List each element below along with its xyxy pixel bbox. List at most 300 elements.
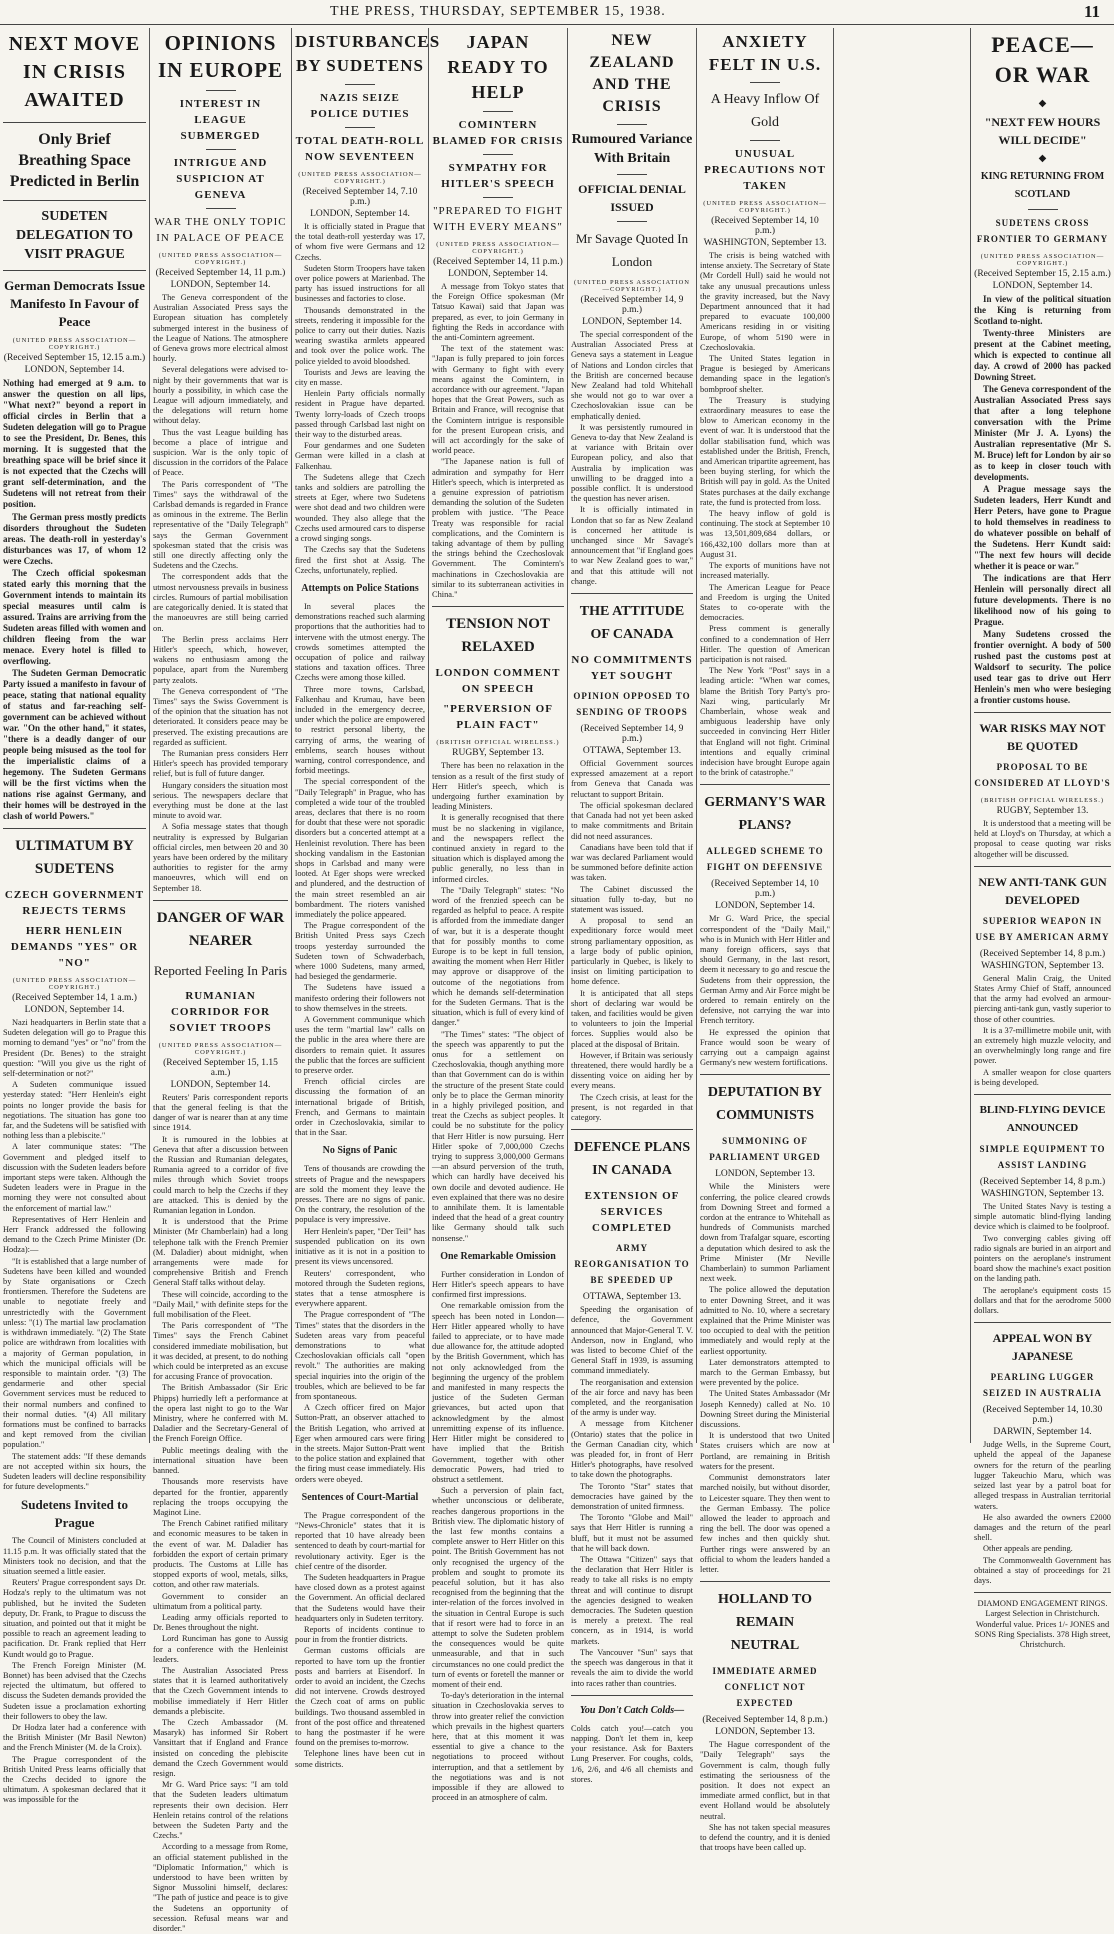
subheadline: SUMMONING OF PARLIAMENT URGED — [709, 1136, 821, 1163]
paragraph: The Sudeten headquarters in Prague have closed down as a protest against the Government. An official declared that the Sudetens would have their headquarters only in Sudeten territory. — [295, 1572, 425, 1623]
lead-paragraph: Nothing had emerged at 9 a.m. to answer the question on all lips, "What next?" beyond a report in official circles in Berlin that a Sudeten delegation will go to Prague to see the President, Dr. Benes, this morning. It is suggested that the breathing space will be brief since it is not expected that the Czechs will grant self-determination, and the Sudetens will not retreat from their position. — [3, 378, 146, 509]
section-heading: Sudetens Invited to Prague — [21, 1497, 128, 1531]
received-time: (Received September 14, 9 p.m.) — [580, 724, 684, 745]
paragraph: In several places the demonstrations reached such alarming proportions that the authorities had to intervene with the utmost energy. The crowds sometimes attempted the occupation of police and railway stations and taxation offices. Three Czechs were among those killed. — [295, 601, 425, 683]
section-heading: Sentences of Court-Martial — [301, 1491, 419, 1503]
paragraph: "The Japanese nation is full of admiration and sympathy for Herr Hitler's speech, which is interpreted as a genuine expression of patriotism demanding the solution of the Sudeten problem with justice. "The Peace Treaty was responsible for racial complications, and the Comintern is taking advantage of them by pulling the strings behind the Czechoslovak Government. The Comintern's machinations in Czechoslovakia are similar to its subterranean activities in China." — [432, 457, 564, 600]
paragraph: "It is established that a large number of Sudetens have been killed and wounded by State organisations or Czech frontiersmen. Therefore the Sudetens are unable to negotiate freely and unrestrictedly with the Government unless: "(1) The martial law proclamation is withdrawn immediately. "(2) The State police are withdrawn from localities with a majority of German population, in which the municipal officials will be responsible to maintain order. "(3) The gendarmerie and other special Government services must be reduced to their normal numbers and confined to their normal duties. "(4) All military formations must be confined to barracks and kept removed from the civilian population." — [3, 1256, 146, 1450]
column-5 — [568, 28, 696, 1784]
paragraph: The American League for Peace and Freedom is urging the United States to co-operate with the democracies. — [700, 582, 830, 623]
paragraph: Representatives of Herr Henlein and Herr Franck addressed the following demand to the Czech Prime Minister (Dr. Hodza):— — [3, 1214, 146, 1255]
divider — [483, 154, 513, 155]
paragraph: It is generally recognised that there must be no slackening in vigilance, and the newspapers reflect the continued anxiety in regard to the situation which is displayed among the public generally, no less than in informed circles. — [432, 813, 564, 884]
paragraph: It was persistently rumoured in Geneva to-day that New Zealand is at variance with Britain over European policy, and also that Australia by implication was unwilling to be dragged into a possible conflict. It is understood the question has never arisen. — [571, 422, 693, 504]
wire-credit: (UNITED PRESS ASSOCIATION—COPYRIGHT.) — [12, 977, 137, 991]
paragraph: The Council of Ministers concluded at 11.15 p.m. It was officially stated that the Ministers took no decision, and that the situation seemed a little easier. — [3, 1536, 146, 1576]
column-3 — [292, 28, 441, 1769]
paragraph: The Czech crisis, at least for the present, is not regarded in that category. — [571, 1092, 693, 1122]
subheadline: WAR THE ONLY TOPIC IN PALACE OF PEACE — [154, 216, 287, 244]
wire-credit: (UNITED PRESS ASSOCIATION—COPYRIGHT.) — [12, 337, 137, 351]
paragraph: The United States Ambassador (Mr Joseph Kennedy) called at No. 10 Downing Street during the Ministerial discussions. — [700, 1389, 830, 1430]
headline: DEPUTATION BY COMMUNISTS — [707, 1085, 823, 1124]
dateline: RUGBY, September 13. — [996, 806, 1089, 816]
received-time: (Received September 15, 1.15 a.m.) — [163, 1057, 278, 1078]
wire-credit: (UNITED PRESS ASSOCIATION—COPYRIGHT.) — [980, 253, 1105, 267]
paragraph: A smaller weapon for close quarters is being developed. — [974, 1067, 1111, 1087]
paragraph: It is rumoured in the lobbies at Geneva that after a discussion between the Russian and Rumanian delegates, Rumania agreed to a corridor of five miles through which Soviet troops could march to help the Czechs if they are attacked. This is denied by the Rumanian legation in London. — [153, 1134, 288, 1216]
paragraph: The heavy inflow of gold is continuing. The stock at September 10 was 13,501,809,684 dollars, or 166,432,100 dollars more than at August 31. — [700, 509, 830, 559]
paragraph: Many Sudetens crossed the frontier overnight. A body of 500 rushed past the customs post at Waldsorf to security. The police used tear gas to drive out Herr Henlein's men who were besieging a frontier customs house. — [974, 629, 1111, 705]
paragraph: Three more towns, Carlsbad, Falkenhau and Krumau, have been included in the emergency decree, under which the police are empowered to restrict personal liberty, the carrying of arms, the wearing of emblems, search houses without warning, control correspondence, and forbid meetings. — [295, 684, 425, 776]
paragraph: The crisis is being watched with intense anxiety. The Secretary of State (Mr Cordell Hull) said he would not take any unusual precautions unless the gravity increased, but the Navy Department announced that it had prepared to evacuate 100,000 Americans residing in or visiting Europe, of whom 5190 were in Czechoslovakia. — [700, 251, 830, 352]
article-body — [432, 282, 564, 600]
received-time: (Received September 14, 9 p.m.) — [580, 295, 684, 315]
divider — [432, 606, 564, 607]
paragraph: Nazi headquarters in Berlin state that a Sudeten delegation will go to Prague this morning to demand "yes" or "no" from the President (Dr. Benes) to the straight question: "Will you give us the right of self-determination or not?" — [3, 1018, 146, 1079]
divider — [571, 593, 693, 594]
subheadline: TOTAL DEATH-ROLL NOW SEVENTEEN — [295, 135, 425, 163]
dateline: LONDON, September 14. — [310, 209, 410, 219]
received-time: (Received September 14, 7.10 p.m.) — [302, 187, 418, 207]
paragraph: The Cabinet discussed the situation fully to-day, but no statement was issued. — [571, 884, 693, 914]
paragraph: The official spokesman declared that Canada had not yet been asked to make commitments and Britain did not need assurances. — [571, 800, 693, 841]
dateline: WASHINGTON, September 13. — [981, 1189, 1104, 1200]
paragraph: Press comment is generally confined to a condemnation of Herr Hitler. The question of American participation is not raised. — [700, 624, 830, 664]
dateline: LONDON, September 14. — [24, 1005, 125, 1015]
paragraph: The Treasury is studying extraordinary measures to ease the blow to American economy in the event of war. It is understood that the dollar stabilisation fund, which was established under the British, French, and American tripartite agreement, has been buying sterling, for which the British will pay in gold. As the United States purchases at the daily exchange rate, the fund is protected from loss. — [700, 395, 830, 507]
wire-credit: (UNITED PRESS ASSOCIATION—COPYRIGHT.) — [158, 1041, 283, 1056]
column-1 — [0, 28, 149, 1805]
advertisement-title: You Don't Catch Colds— — [579, 1704, 685, 1716]
received-time: (Received September 14, 1 a.m.) — [12, 993, 137, 1003]
article-body — [974, 1440, 1111, 1586]
divider — [700, 784, 830, 785]
column-rule — [833, 28, 834, 1443]
paragraph: It is understood that the Prime Minister (Mr Chamberlain) had a long telephone talk with the French Premier (M. Daladier) about midnight, when arrangements were made for comprehensive British and French General Staff talks without delay. — [153, 1217, 288, 1288]
paragraph: The indications are that Herr Henlein will personally direct all future developments. There is no likelihood now of his going to Prague. — [974, 573, 1111, 627]
divider — [3, 828, 146, 829]
wire-credit: (UNITED PRESS ASSOCIATION—COPYRIGHT.) — [573, 279, 690, 293]
paragraph: The Paris correspondent of "The Times" says the withdrawal of the Carlsbad demands is regarded in France as ominous in the extreme. The Berlin representative of the "Daily Telegraph" says the German Government spokesman stated that the crisis was still one directly affecting only the Sudetens and the Czechs. — [153, 479, 288, 571]
subheadline: EXTENSION OF SERVICES COMPLETED — [584, 1190, 680, 1235]
paragraph: A message from Tokyo states that the Foreign Office spokesman (Mr Tatsuo Kawai) said that Japan was prepared, as ever, to join Germany in fighting the Reds in accordance with the anti-Comintern agreement. — [432, 282, 564, 343]
received-time: (Received September 14, 8 p.m.) — [702, 1715, 828, 1726]
wire-credit: (UNITED PRESS ASSOCIATION—COPYRIGHT.) — [436, 241, 560, 255]
paragraph: A proposal to send an expeditionary force would meet strong parliamentary opposition, as a large body of public opinion, particularly in Quebec, is likely to insist on limiting participation to home defence. — [571, 916, 693, 987]
paragraph: The text of the statement was: "Japan is fully prepared to join forces with Germany to fight with every means against the Comintern, in accordance with our agreement. "Japan hopes that the Great Powers, such as Britain and France, will recognise that the Comintern intrigue is responsible for the present European crisis, and will act accordingly for the sake of world peace. — [432, 344, 564, 456]
paragraph: It is officially stated in Prague that the total death-roll yesterday was 17, of whom five were Germans and 12 Czechs. — [295, 222, 425, 262]
paragraph: The German press mostly predicts disorders throughout the Sudeten areas. The death-roll in yesterday's disturbances was 17, of whom 12 were Czechs. — [3, 512, 146, 566]
subheadline: "PREPARED TO FIGHT WITH EVERY MEANS" — [433, 205, 563, 233]
paragraph: Such a perversion of plain fact, whether unconscious or deliberate, reaches dangerous proportions in the British view. The diplomatic history of the last few months contains a complete answer to Herr Hitler on this point. The British Government has not only recognised the urgency of the problem and sought to promote its peaceful solution, but it has also recognised from the beginning that the inter-relation of the forces involved in the situation in Central Europe is such that if resort were had to force in an attempt to solve the Sudeten problem the consequences would be quite unmeasurable, and that in such circumstances no one could predict the turn of events or foretell the manner or moment of their end. — [432, 1486, 564, 1689]
paragraph: The Prague correspondent of the "News-Chronicle" states that it is reported that 10 have already been sentenced to death by court-martial for revolutionary activity. Eger is the chief centre of the disorder. — [295, 1510, 425, 1571]
paragraph: Henlein Party officials normally resident in Prague have departed. Twenty lorry-loads of Czech troops passed through Carlsbad last night on their way to the disturbed areas. — [295, 389, 425, 440]
paragraph: The Berlin press acclaims Herr Hitler's speech, which, however, wakens no enthusiasm among the populace, apart from the Nuremberg party zealots. — [153, 634, 288, 685]
dateline: LONDON, September 14. — [170, 1079, 271, 1090]
paragraph: The United States legation in Prague is besieged by Americans demanding space in the legation's bombproof shelter. — [700, 354, 830, 394]
paragraph: While the Ministers were conferring, the police cleared crowds from Downing Street and formed a cordon at the entrance to Whitehall as hundreds of Communists marched down from Trafalgar square, escorting a deputation which desired to ask the Prime Minister (Mr Neville Chamberlain) to summon Parliament next week. — [700, 1182, 830, 1284]
paragraph: It is understood that a meeting will be held at Lloyd's on Thursday, at which a proposal to cease quoting war risks altogether will be discussed. — [974, 819, 1111, 859]
advertisement: DIAMOND ENGAGEMENT RINGS. Largest Selection in Christchurch. Wonderful value. Prices 1/- JONES and SONS Ring Specialists. 378 High street, Christchurch. — [974, 1599, 1111, 1649]
headline: WAR RISKS MAY NOT BE QUOTED — [979, 721, 1106, 753]
paragraph: Dr Hodza later had a conference with the British Minister (Mr Basil Newton) and the French Minister (M. de la Croix). — [3, 1723, 146, 1753]
dateline: LONDON, September 13. — [715, 1727, 815, 1738]
divider — [974, 1592, 1111, 1593]
paragraph: The special correspondent of the Australian Associated Press at Geneva says a statement in League of Nations and London circles that the British are concerned because New Zealand had told Whitehall she would not go to war over a Czechoslovakian issue can be emphatically denied. — [571, 330, 693, 421]
received-time: (Received September 14, 8 p.m.) — [979, 1177, 1106, 1188]
headline: NEW ZEALAND AND THE CRISIS — [589, 32, 675, 115]
divider — [3, 122, 146, 123]
paragraph: The Geneva correspondent of the Australian Associated Press says the European situation has completely submerged interest in the business of the League of Nations. The atmosphere of Geneva grows more electrical almost hourly. — [153, 293, 288, 364]
paragraph: To-day's deterioration in the internal situation in Czechoslovakia serves to throw into greater relief the conviction which prevails in the highest quarters here, that at this moment it was essential to give a chance to the negotiations to proceed without interruption, and that a settlement by the negotiations was and is not impossible if they are allowed to proceed in an atmosphere of calm. — [432, 1691, 564, 1803]
subheadline: SUDETENS CROSS FRONTIER TO GERMANY — [976, 218, 1109, 244]
wire-credit: (UNITED PRESS ASSOCIATION—COPYRIGHT.) — [703, 200, 827, 214]
subheadline: NAZIS SEIZE POLICE DUTIES — [310, 92, 410, 120]
paragraph: The Czechs say that the Sudetens fired the first shot at Assig. The Czechs, unfortunately, replied. — [295, 545, 425, 575]
paragraph: The Commonwealth Government has obtained a stay of proceedings for 21 days. — [974, 1555, 1111, 1585]
divider — [483, 111, 513, 112]
subheadline: German Democrats Issue Manifesto In Favour of Peace — [4, 278, 145, 329]
advertisement-body: Colds catch you!—catch you napping. Don't let them in, keep your resistance. Ask for Baxters Lung Preserver. For coughs, colds, 1/6, 2/6, and 4/6 all chemists and stores. — [571, 1723, 693, 1784]
divider — [974, 866, 1111, 867]
subheadline: ALLEGED SCHEME TO FIGHT ON DEFENSIVE — [706, 846, 824, 873]
paragraph: The Prague correspondent of the British United Press learns officially that the Czechs decided to ignore the ultimatum. A spokesman declared that it was impossible for the — [3, 1754, 146, 1805]
divider — [974, 1322, 1111, 1323]
article-body — [571, 1305, 693, 1689]
headline: THE ATTITUDE OF CANADA — [579, 604, 685, 643]
masthead-title: THE PRESS, THURSDAY, SEPTEMBER 15, 1938. — [330, 4, 666, 19]
dateline: LONDON, September 14. — [448, 269, 548, 279]
divider — [345, 127, 375, 128]
divider — [617, 221, 647, 222]
subheadline: UNUSUAL PRECAUTIONS NOT TAKEN — [704, 148, 826, 192]
subheadline: Reported Feeling In Paris — [153, 962, 288, 978]
article-body — [974, 1202, 1111, 1316]
paragraph: She has not taken special measures to defend the country, and it is denied that troops have been called up. — [700, 1822, 830, 1853]
wire-credit: (UNITED PRESS ASSOCIATION—COPYRIGHT.) — [158, 252, 283, 266]
headline: ANXIETY FELT IN U.S. — [708, 32, 822, 74]
dateline: OTTAWA, September 13. — [582, 1292, 682, 1303]
received-time: (Received September 14, 10 p.m.) — [711, 879, 819, 900]
headline: ULTIMATUM BY SUDETENS — [15, 838, 134, 877]
subheadline: "PERVERSION OF PLAIN FACT" — [443, 703, 553, 732]
divider — [3, 200, 146, 201]
headline: NEXT MOVE IN CRISIS AWAITED — [8, 33, 141, 111]
paragraph: The Hague correspondent of the "Daily Telegraph" says the Government is calm, though fully estimating the seriousness of the position. It does not expect an immediate armed conflict, but in that event Holland would be absolutely neutral. — [700, 1740, 830, 1821]
paragraph: The Toronto "Globe and Mail" says that Herr Hitler is running a bluff, but it must not be assumed that he will back down. — [571, 1513, 693, 1553]
article-body — [571, 759, 693, 1123]
page-number: 11 — [1083, 2, 1100, 21]
column-6 — [697, 28, 833, 1853]
article-body — [432, 761, 564, 1803]
subheadline: INTRIGUE AND SUSPICION AT GENEVA — [173, 157, 268, 201]
wire-credit: (BRITISH OFFICIAL WIRELESS.) — [436, 739, 560, 747]
paragraph: The French Cabinet ratified military and economic measures to be taken in the event of war. M. Daladier has forbidden the export of certain primary products. The Customs at Lille has stopped exports of wool, metals, silks, cotton, and other raw materials. — [153, 1519, 288, 1590]
divider — [206, 149, 236, 150]
headline: APPEAL WON BY JAPANESE — [992, 1331, 1093, 1364]
paragraph: Government to consider an ultimatum from a political party. — [153, 1591, 288, 1611]
article-body — [974, 294, 1111, 706]
received-time: (Received September 14, 10 p.m.) — [711, 216, 819, 236]
article-body — [3, 378, 146, 822]
received-time: (Received September 15, 2.15 a.m.) — [974, 269, 1111, 279]
divider — [571, 1695, 693, 1696]
divider — [700, 1074, 830, 1075]
subheadline: PROPOSAL TO BE CONSIDERED AT LLOYD'S — [974, 762, 1111, 788]
paragraph: Tens of thousands are crowding the streets of Prague and the newspapers are sold the moment they leave the presses. There are no signs of panic. On the contrary, the resolution of the populace is very impressive. — [295, 1164, 425, 1225]
dateline: LONDON, September 14. — [24, 365, 125, 375]
masthead — [0, 0, 1114, 25]
paragraph: The Toronto "Star" states that democracies have gained by the demonstration of united firmness. — [571, 1481, 693, 1512]
divider — [617, 174, 647, 175]
paragraph: A Czech officer fired on Major Sutton-Pratt, an observer attached to the British Legation, who arrived at Eger when armoured cars were firing in the streets. Major Sutton-Pratt went to the police station and explained that the firing must cease immediately. His orders were obeyed. — [295, 1403, 425, 1484]
subheadline: KING RETURNING FROM SCOTLAND — [980, 171, 1105, 200]
article-body — [153, 293, 288, 894]
received-time: (Received September 14, 10.30 p.m.) — [982, 1405, 1103, 1426]
paragraph: Communist demonstrators later marched noisily, but without disorder, to Leicester square. They then went to the German Embassy. The police allowed the leader to approach and ring the bell. The door was opened a few inches and then quickly shut. Further rings were answered by an official to whom the leaders handed a letter. — [700, 1473, 830, 1574]
divider — [974, 712, 1111, 713]
paragraph: "The Times" states: "The object of the speech was apparently to put the onus for a settlement on Czechoslovakia, though anything more than that Government can do is within the structure of the present State could only be to place the German minority in a highly privileged position, and treat the Czechs as subject peoples. It could be no substitute for the policy that Herr Hitler is now pursuing. Herr Hitler spoke of 7,000,000 Czechs trying to suppress 3,000,000 Germans—an absurd perversion of the truth, which can hardly have deceived his own docile and devoted audience. He even explained that there was no desire to annihilate them. It is lamentable indeed that the head of a great country like Germany should talk such nonsense." — [432, 1029, 564, 1243]
paragraph: Four gendarmes and one Sudeten German were killed in a clash at Falkenhau. — [295, 441, 425, 471]
paragraph: The British Ambassador (Sir Eric Phipps) hurriedly left a performance at the opera last night to go to the War Ministry, where he conferred with M. Daladier and the Secretary-General of the French Foreign Office. — [153, 1383, 288, 1444]
subheadline: SYMPATHY FOR HITLER'S SPEECH — [441, 162, 555, 190]
paragraph: It is a 37-millimetre mobile unit, with an extremely high muzzle velocity, and an overwhelmingly long range and fire power. — [974, 1025, 1111, 1066]
wire-credit: (BRITISH OFFICIAL WIRELESS.) — [980, 797, 1105, 804]
subheadline: Mr Savage Quoted In London — [575, 231, 689, 269]
divider — [206, 90, 236, 91]
subheadline: PEARLING LUGGER SEIZED IN AUSTRALIA — [982, 1372, 1103, 1399]
paragraph: Thus the vast League building has become a place of intrigue and suspicion. War is the only topic of discussion in the corridors of the Palace of Peace. — [153, 427, 288, 478]
paragraph: General Malin Craig, the United States Army Chief of Staff, announced that the army had evolved an armour-piercing anti-tank gun, vastly superior to those of other countries. — [974, 973, 1111, 1024]
paragraph: Several delegations were advised to-night by their governments that war is hourly a possibility, in which case the League will adjourn immediately, and the delegations will return home without delay. — [153, 365, 288, 426]
headline: NEW ANTI-TANK GUN DEVELOPED — [978, 874, 1107, 907]
paragraph: Thousands demonstrated in the streets, rendering it impossible for the police to carry out their duties. Nazis wearing swastika armlets appeared and took over the police work. The police yielded to avoid bloodshed. — [295, 305, 425, 366]
paragraph: Later demonstrators attempted to march to the German Embassy, but were prevented by the police. — [700, 1357, 830, 1388]
received-time: (Received September 15, 12.15 a.m.) — [3, 353, 146, 363]
paragraph: The Rumanian press considers Herr Hitler's speech has provided temporary relief, but is full of future danger. — [153, 748, 288, 779]
paragraph: Reuters' Paris correspondent reports that the general feeling is that the danger of war is nearer than at any time since 1914. — [153, 1092, 288, 1133]
paragraph: Judge Wells, in the Supreme Court, upheld the appeal of the Japanese owners for the return of the pearling lugger Takeuchio Maru, which was seized last year by a patrol boat for alleged trespass in Australian territorial waters. — [974, 1440, 1111, 1511]
wire-credit: (UNITED PRESS ASSOCIATION—COPYRIGHT.) — [298, 171, 422, 185]
paragraph: The Czech official spokesman stated early this morning that the Government intends to maintain its special measures until calm is assured. Trains are arriving from the Sudeten areas filled with women and children fleeing from the war menace. Every hotel is filled to overflowing. — [3, 568, 146, 666]
ornament-icon: ◆ — [1038, 98, 1047, 109]
article-body — [153, 1093, 288, 1934]
paragraph: Leading army officials reported to Dr. Benes throughout the night. — [153, 1612, 288, 1633]
paragraph: Official Government sources expressed amazement at a report from Geneva that Canada was reluctant to support Britain. — [571, 759, 693, 799]
divider — [206, 208, 236, 209]
dateline: LONDON, September 14. — [992, 281, 1093, 291]
paragraph: Sudeten Storm Troopers have taken over police powers at Marienbad. The party has issued instructions for all businesses and factories to close. — [295, 263, 425, 304]
received-time: (Received September 14, 8 p.m.) — [979, 948, 1106, 959]
dateline: LONDON, September 14. — [170, 280, 271, 290]
article-body — [571, 330, 693, 587]
headline: HOLLAND TO REMAIN NEUTRAL — [717, 1592, 812, 1654]
headline: DISTURBANCES BY SUDETENS — [295, 32, 441, 75]
paragraph: According to a message from Rome, an official statement published in the "Diplomatic Information," which is understood to have been written by Signor Mussolini himself, declares: "The path of justice and peace is to give the Sudetens an opportunity of secession. Refusal means war and disorder." — [153, 1842, 288, 1934]
paragraph: Hungary considers the situation most serious. The newspapers declare that everything must be done at the last minute to avoid war. — [153, 780, 288, 821]
paragraph: A Sudeten communique issued yesterday stated: "Herr Henlein's eight points no longer provide the basis for negotiations. The situation has gone too far, and the Sudetens will be satisfied with nothing less than a plebiscite." — [3, 1080, 146, 1141]
received-time: (Received September 14, 11 p.m.) — [155, 268, 286, 278]
dateline: OTTAWA, September 13. — [582, 746, 682, 757]
paragraph: A message from Kitchener (Ontario) states that the police in the German Canadian city, which was pleaded for, in front of Herr Hitler's photographs, have resolved to take down the photographs. — [571, 1419, 693, 1480]
subheadline: Rumoured Variance With Britain — [571, 132, 693, 166]
paragraph: The reorganisation and extension of the air force and navy has been completed, and the reorganisation of the army is under way. — [571, 1377, 693, 1418]
subheadline: CZECH GOVERNMENT REJECTS TERMS — [4, 889, 145, 917]
subheadline: NO COMMITMENTS YET SOUGHT — [571, 654, 693, 683]
dateline: DARWIN, September 14. — [993, 1427, 1092, 1438]
paragraph: It is officially intimated in London that so far as New Zealand is concerned her attitude is unchanged since Mr Savage's announcement that "if England goes to war New Zealand goes to war," and that this attitude will not change. — [571, 505, 693, 586]
paragraph: A later communique states: "The Government and pledged itself to discussion with the Sudeten leaders before important steps were taken. Although the Sudeten leaders were in Prague in the morning they were not consulted about the enforcement of martial law." — [3, 1142, 146, 1213]
paragraph: Public meetings dealing with the international situation have been banned. — [153, 1445, 288, 1476]
divider — [617, 124, 647, 125]
paragraph: Canadians have been told that if war was declared Parliament would be summoned before definite action was taken. — [571, 842, 693, 883]
article-body — [974, 819, 1111, 860]
paragraph: There has been no relaxation in the tension as a result of the first study of Herr Hitler's speech, which is undergoing further examination by leading Ministers. — [432, 761, 564, 812]
subheadline: "NEXT FEW HOURS WILL DECIDE" — [984, 115, 1101, 147]
paragraph: The correspondent adds that the utmost nervousness prevails in business circles. Rumours of partial mobilisation are categorically denied. It is stated that the manoeuvres are still being carried on. — [153, 572, 288, 633]
subheadline: LONDON COMMENT ON SPEECH — [435, 667, 561, 696]
ornament-icon: ◆ — [1038, 153, 1047, 164]
paragraph: The New York "Post" says in a leading article: "When war comes, blame the British Tory Party's pro-Nazi wing, particularly Mr Chamberlain, whose weak and ambiguous leadership have only succeeded in convincing Herr Hitler that England will not fight. Criminal intentions and equally criminal indecision have brought Europe again to the brink of catastrophe." — [700, 666, 830, 778]
received-time: (Received September 14, 11 p.m.) — [433, 257, 563, 267]
article-body — [700, 914, 830, 1068]
paragraph: The Geneva correspondent of "The Times" says the Swiss Government is of the opinion that the situation has not deteriorated. It considers peace may be preserved. The existing precautions are regarded as sufficient. — [153, 686, 288, 747]
paragraph: The Sudetens allege that Czech tanks and soldiers are patrolling the streets at Eger, where two Sudetens were shot dead and two children were wounded. They also allege that the Czechs used armoured cars to disperse a crowd singing songs. — [295, 472, 425, 544]
dateline: WASHINGTON, September 13. — [703, 238, 827, 248]
divider — [345, 84, 375, 85]
paragraph: The Ottawa "Citizen" says that the declaration that Herr Hitler is ready to take all risks is no empty threat and will continue to disrupt the agencies designed to weaken democracies. The Sudeten question is merely a pretext. The real concern, as in 1914, is world markets. — [571, 1555, 693, 1646]
article-body — [700, 1182, 830, 1575]
headline: OPINIONS IN EUROPE — [157, 31, 284, 82]
subheadline: ARMY REORGANISATION TO BE SPEEDED UP — [574, 1243, 690, 1286]
paragraph: The United States Navy is testing a simple automatic blind-flying landing device which is claimed to be foolproof. — [974, 1202, 1111, 1232]
article-body — [295, 222, 425, 1770]
dateline: LONDON, September 13. — [715, 1169, 815, 1180]
section-heading: Attempts on Police Stations — [301, 582, 419, 594]
paragraph: A Government communique which uses the term "martial law" calls on the public in the area where there are disorders to remain quiet. It assures the public that the forces are sufficient to preserve order. — [295, 1015, 425, 1076]
paragraph: The Prague correspondent of the British United Press says Czech troops yesterday surrounded the Sudeten town of Schwaderbach, where 1000 Sudetens, many armed, had besieged the gendarmerie. — [295, 921, 425, 982]
article-body — [974, 974, 1111, 1088]
divider — [1028, 209, 1058, 210]
paragraph: Lord Runciman has gone to Aussig for a conference with the Henleinist leaders. — [153, 1634, 288, 1664]
paragraph: The Geneva correspondent of the Australian Associated Press says that after a long telephone conversation with the Prime Minister (Mr J. A. Lyons) the Australian representative (Mr S. M. Bruce) left for London by air so as to keep in closer touch with developments. — [974, 384, 1111, 482]
paragraph: The Australian Associated Press states that it is learned authoritatively that the Czech Government intends to mobilise immediately if Herr Hitler demands a plebiscite. — [153, 1665, 288, 1716]
subheadline: OFFICIAL DENIAL ISSUED — [578, 182, 686, 214]
paragraph: The aeroplane's equipment costs 15 dollars and that for the aerodrome 5000 dollars. — [974, 1285, 1111, 1316]
paragraph: One remarkable omission from the speech has been noted in London—Herr Hitler appeared wholly to have failed to appreciate, or to have made due allowance for, the attitude adopted by the British Government, which has not only acknowledged from the beginning the urgency of the problem and manifested in many respects the justice of the Sudeten German grievances, but acted upon that acknowledgment by the almost unremitting expense of its influence. Herr Hitler might be considered to have implied that the British Government, together with other democratic Powers, had tried to obstruct a settlement. — [432, 1301, 564, 1484]
paragraph: French official circles are discussing the formation of an international brigade of British, French, and Germans to maintain order in Czechoslovakia, similar to that in the Saar. — [295, 1077, 425, 1138]
paragraph: The statement adds: "If these demands are not accepted within six hours, the Sudeten leaders will decline responsibility for future developments." — [3, 1451, 146, 1492]
dateline: LONDON, September 14. — [715, 901, 815, 912]
section-heading: No Signs of Panic — [322, 1145, 398, 1157]
paragraph: The exports of munitions have not increased materially. — [700, 561, 830, 581]
article-body — [700, 251, 830, 778]
paragraph: German customs officials are reported to have torn up the frontier posts and barriers at Eisendorf. In order to avoid an incident, the Czechs did not intervene. Crowds destroyed the Czech coat of arms on public buildings. Two thousand assembled in front of the post office and threatened to hang the postmaster if he were found on the premises to-morrow. — [295, 1646, 425, 1748]
paragraph: Other appeals are pending. — [983, 1544, 1073, 1554]
paragraph: He expressed the opinion that France would soon be weary of carrying out a campaign against Germany's new western fortifications. — [700, 1027, 830, 1068]
paragraph: He also awarded the owners £2000 damages and the return of the pearl shell. — [974, 1512, 1111, 1543]
headline: PEACE—OR WAR — [991, 32, 1094, 87]
dateline: RUGBY, September 13. — [452, 748, 544, 759]
subheadline: SUPERIOR WEAPON IN USE BY AMERICAN ARMY — [975, 915, 1110, 942]
paragraph: The "Daily Telegraph" states: "No word of the frenzied speech can be regarded as helpful to peace. A respite is afforded from the immediate danger of war, but it is a desperate thought that for possibly months to come Europe is to be kept in full tension, awaiting the moment when Herr Hitler may approve or disapprove of the outcome of the negotiations from which he demands self-determination for the Sudeten Germans. That is the situation, which is full of every kind of danger." — [432, 885, 564, 1028]
subheadline: IMMEDIATE ARMED CONFLICT NOT EXPECTED — [712, 1666, 818, 1709]
column-7 — [971, 28, 1114, 1649]
paragraph: Tourists and Jews are leaving the city en masse. — [295, 367, 425, 388]
paragraph: The Vancouver "Sun" says that the speech was dangerous in that it reveals the aim to divide the world into races rather than countries. — [571, 1647, 693, 1688]
headline: GERMANY'S WAR PLANS? — [704, 795, 826, 834]
article-body — [3, 1018, 146, 1806]
divider — [974, 1094, 1111, 1095]
subheadline: SIMPLE EQUIPMENT TO ASSIST LANDING — [979, 1144, 1106, 1171]
paragraph: It is anticipated that all steps short of declaring war would be taken, and facilities would be given to volunteers to join the Imperial forces. Supplies would also be placed at the disposal of Britain. — [571, 988, 693, 1049]
paragraph: The police allowed the deputation to enter Downing Street, and it was admitted to No. 10, where a secretary explained that the Prime Minister was too occupied to deal with the petition immediately and would reply at the earliest opportunity. — [700, 1285, 830, 1356]
paragraph: Reuters' correspondent, who motored through the Sudeten regions, states that a tense atmosphere is everywhere apparent. — [295, 1268, 425, 1309]
divider — [153, 900, 288, 901]
article-body — [700, 1740, 830, 1853]
paragraph: The Prague correspondent of "The Times" states that the disorders in the Sudeten areas vary from peaceful demonstrations to what Czechoslovakian officials call "open revolt." The authorities are making special inquiries into the origin of the troubles, which are believed to be far from spontaneous. — [295, 1310, 425, 1401]
subheadline: HERR HENLEIN DEMANDS "YES" OR "NO" — [10, 925, 139, 969]
paragraph: However, if Britain was seriously threatened, there would hardly be a dissenting voice on aiding her by every means. — [571, 1050, 693, 1091]
subheadline: Only Brief Breathing Space Predicted in Berlin — [9, 131, 140, 190]
paragraph: The Paris correspondent of "The Times" says the French Cabinet considered immediate mobilisation, but it was decided, at present, to do nothing which could be interpreted as an excuse for accusing France of provocation. — [153, 1321, 288, 1382]
paragraph: The French Foreign Minister (M. Bonnet) has been advised that the Czechs rejected the ultimatum, but offered to discuss the Sudeten demands provided the Sudeten issue a proclamation exhorting their followers to obey the law. — [3, 1660, 146, 1721]
column-2 — [150, 28, 291, 1934]
paragraph: Speeding the organisation of defence, the Government announced that Major-General T. V. Anderson, now in England, who was listed to become Chief of the General Staff in 1939, is assuming command immediately. — [571, 1305, 693, 1376]
paragraph: These will coincide, according to the "Daily Mail," with definite steps for the full mobilisation of the Fleet. — [153, 1289, 288, 1320]
headline: DANGER OF WAR NEARER — [156, 909, 285, 949]
paragraph: Reports of incidents continue to pour in from the frontier districts. — [295, 1625, 425, 1645]
divider — [750, 140, 780, 141]
paragraph: Mr G. Ward Price, the special correspondent of the "Daily Mail," who is in Munich with Herr Hitler and many foreign officers, says that should Germany, in the last resort, deem it necessary to go and rescue the Sudetens from their oppression, the German Army and Air Force might be ordered to remain entirely on the defensive, not carrying the war into French territory. — [700, 914, 830, 1026]
divider — [571, 1129, 693, 1130]
dateline: LONDON, September 14. — [582, 317, 682, 327]
divider — [3, 270, 146, 271]
paragraph: Further consideration in London of Herr Hitler's speech appears to have confirmed first impressions. — [432, 1269, 564, 1300]
paragraph: Thousands more reservists have departed for the frontier, apparently replacing the troops occupying the Maginot Line. — [153, 1477, 288, 1517]
paragraph: A Prague message says the Sudeten leaders, Herr Kundt and Herr Peters, have gone to Prague to hold themselves in readiness to do whatever possible on behalf of the Sudetens. Herr Kundt said: "The next few hours will decide whether it is peace or war." — [974, 484, 1111, 571]
section-heading: One Remarkable Omission — [440, 1250, 556, 1262]
headline: BLIND-FLYING DEVICE ANNOUNCED — [979, 1104, 1106, 1135]
paragraph: Twenty-three Ministers are present at the Cabinet meeting, which is expected to continue all day. A crowd of 2000 has packed Downing Street. — [974, 328, 1111, 382]
headline: JAPAN READY TO HELP — [447, 32, 549, 102]
divider — [483, 197, 513, 198]
subheadline: SUDETEN DELEGATION TO VISIT PRAGUE — [15, 209, 134, 262]
divider — [750, 82, 780, 83]
subheadline: OPINION OPPOSED TO SENDING OF TROOPS — [573, 691, 691, 718]
paragraph: Reuters' Prague correspondent says Dr. Hodza's reply to the ultimatum was not published, but he invited the Sudeten deputy, Dr. Frank, to Prague to discuss the situation, and pointed out that it might be possible to reach an agreement leading to pacification. Dr. Frank replied that Herr Kundt would go to Prague. — [3, 1578, 146, 1659]
paragraph: In view of the political situation the King is returning from Scotland to-night. — [974, 294, 1111, 326]
paragraph: A Sofia message states that though neutrality is expressed by Bulgarian official circles, men between 20 and 30 years have been ordered by the military authorities to register for the army manoeuvres, which will end on September 18. — [153, 822, 288, 893]
subheadline: A Heavy Inflow Of Gold — [710, 92, 820, 130]
paragraph: Telephone lines have been cut in some districts. — [295, 1749, 425, 1769]
subheadline: INTEREST IN LEAGUE SUBMERGED — [179, 98, 262, 142]
paragraph: The Czech Ambassador (M. Masaryk) has informed Sir Robert Vansittart that if England and France insisted on conceding the plebiscite demand the Czech Government would resign. — [153, 1717, 288, 1778]
paragraph: Two converging cables giving off radio signals are buried in an airport and pointers on the aeroplane's instrument board show the machine's exact position on the landing path. — [974, 1233, 1111, 1284]
dateline: WASHINGTON, September 13. — [981, 960, 1104, 971]
headline: DEFENCE PLANS IN CANADA — [573, 1140, 691, 1179]
paragraph: Mr G. Ward Price says: "I am told that the Sudeten leaders ultimatum represents their own decision. Herr Henlein retains control of the relations between the Sudeten Party and the Czechs." — [153, 1780, 288, 1841]
column-4 — [429, 28, 567, 1803]
paragraph: The Sudeten German Democratic Party issued a manifesto in favour of peace, stating that national equality of status and far-reaching self-government can be achieved without war. "On the other hand," it states, "there is a deadly danger of our people being misused as the tool for the imperialistic claims of a hegemony. The Sudeten Germans will be the first victims when the nations rise against Germany, and their homes will be destroyed in the clash of world Powers." — [3, 668, 146, 821]
subheadline: COMINTERN BLAMED FOR CRISIS — [432, 119, 564, 147]
headline: TENSION NOT RELAXED — [446, 616, 550, 656]
paragraph: The special correspondent of the "Daily Telegraph" in Prague, who has completed a wide tour of the troubled areas, declares that there is no room for doubt that these were not sporadic disorders but a concerted attempt at a Henleinist revolution. There has been shocking vandalism in the Eastonian shops in Carlsbad and many were looted. At Eger shops were wrecked and plundered, and the destruction of the main street resembled an air bombardment. The rioters vanished immediately the police appeared. — [295, 777, 425, 919]
paragraph: Herr Henlein's paper, "Der Teil" has suspended publication on its own initiative as it is not in a position to present its views uncensored. — [295, 1226, 425, 1267]
subheadline: RUMANIAN CORRIDOR FOR SOVIET TROOPS — [169, 989, 272, 1034]
paragraph: It is understood that two United States cruisers which are now at Portland, are remaining in British waters for the present. — [700, 1431, 830, 1471]
paragraph: The Sudetens have issued a manifesto ordering their followers not to show themselves in the streets. — [295, 983, 425, 1013]
